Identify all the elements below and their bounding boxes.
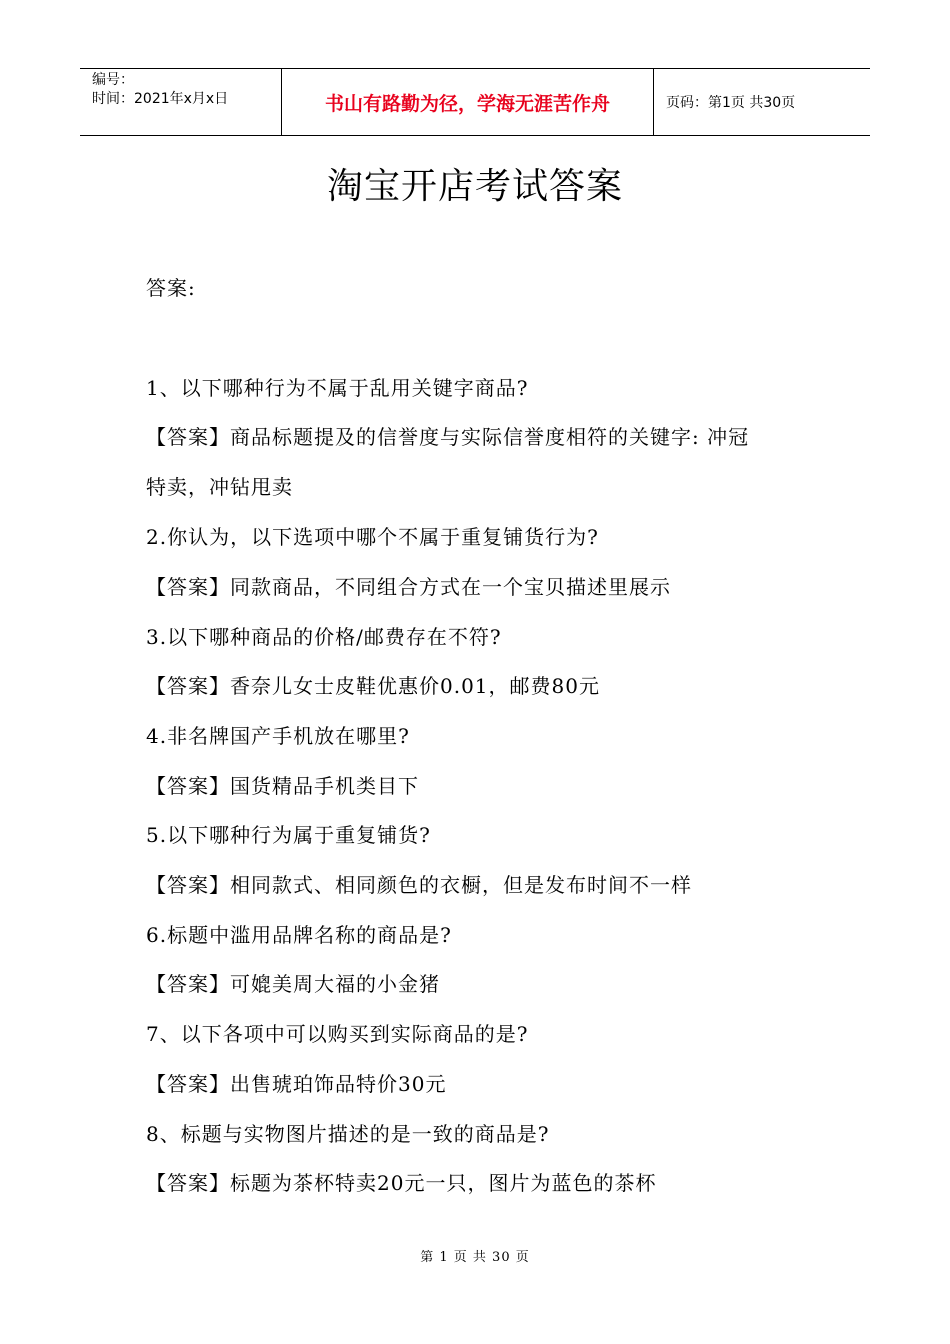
answer-5: 【答案】相同款式、相同颜色的衣橱，但是发布时间不一样 (146, 873, 692, 897)
answer-3: 【答案】香奈儿女士皮鞋优惠价0.01，邮费80元 (146, 674, 600, 698)
question-2: 2.你认为，以下选项中哪个不属于重复铺货行为? (146, 525, 599, 549)
time-label: 时间：2021年x月x日 (92, 91, 229, 107)
question-7: 7、以下各项中可以购买到实际商品的是? (146, 1022, 529, 1046)
header-motto: 书山有路勤为径，学海无涯苦作舟 (282, 69, 654, 135)
number-label: 编号： (92, 72, 134, 88)
header-page-code: 页码：第1页 共30页 (666, 95, 796, 111)
question-8: 8、标题与实物图片描述的是一致的商品是? (146, 1122, 550, 1146)
answer-1-cont: 特卖，冲钻甩卖 (146, 475, 293, 499)
answer-8: 【答案】标题为茶杯特卖20元一只，图片为蓝色的茶杯 (146, 1171, 657, 1195)
answer-6: 【答案】可媲美周大福的小金猪 (146, 972, 440, 996)
page-header (80, 68, 870, 136)
answer-7: 【答案】出售琥珀饰品特价30元 (146, 1072, 447, 1096)
page-footer: 第 1 页 共 30 页 (420, 1250, 530, 1265)
question-1: 1、以下哪种行为不属于乱用关键字商品? (146, 376, 529, 400)
answer-2: 【答案】同款商品，不同组合方式在一个宝贝描述里展示 (146, 575, 671, 599)
question-3: 3.以下哪种商品的价格/邮费存在不符? (146, 625, 502, 649)
document-title: 淘宝开店考试答案 (326, 166, 623, 207)
question-5: 5.以下哪种行为属于重复铺货? (146, 823, 431, 847)
answer-1: 【答案】商品标题提及的信誉度与实际信誉度相符的关键字: 冲冠 (146, 425, 750, 449)
question-4: 4.非名牌国产手机放在哪里? (146, 724, 410, 748)
question-6: 6.标题中滥用品牌名称的商品是? (146, 923, 452, 947)
answers-heading: 答案: (146, 276, 196, 300)
answer-4: 【答案】国货精品手机类目下 (146, 774, 419, 798)
header-meta (80, 69, 282, 135)
